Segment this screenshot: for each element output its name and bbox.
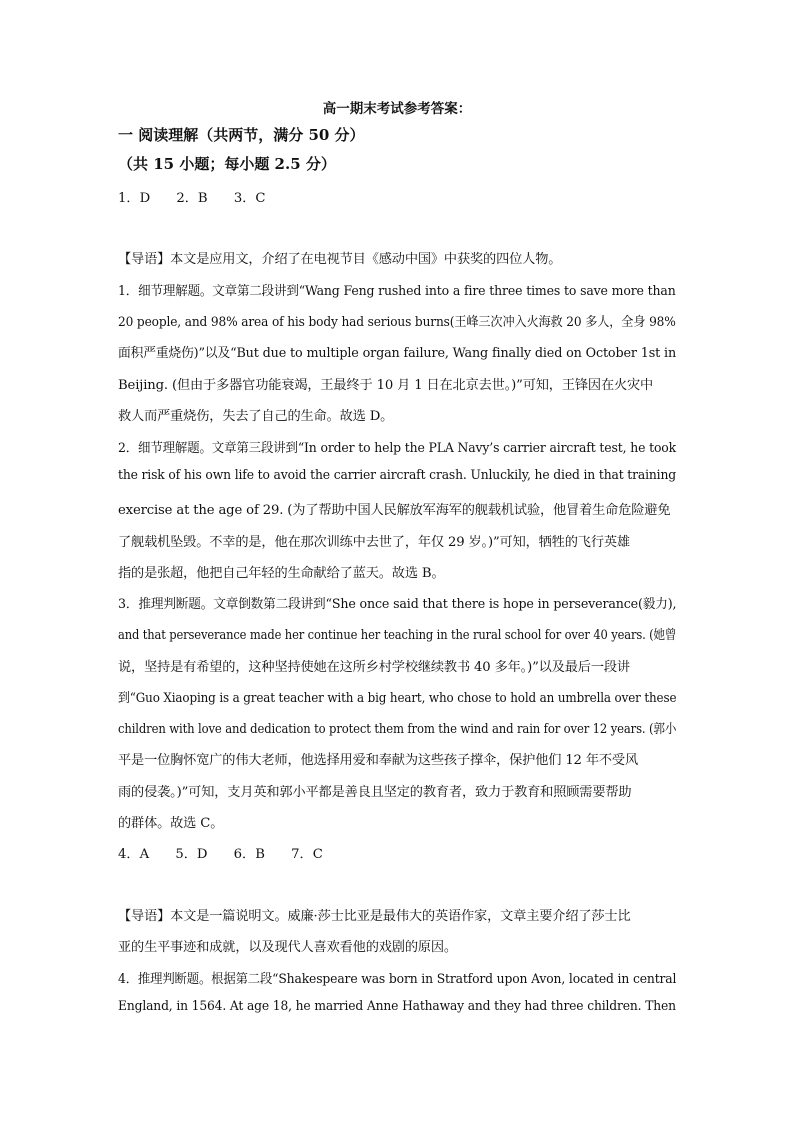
answer-row-2 [118,843,345,862]
passage1-line: 面积严重烧伤)”以及“But due to multiple organ failure, Wang finally died on October 1st in [118,346,677,361]
passage1-line: exercise at the age of 29. (为了帮助中国人民解放军海军的舰载机试验，他冒着生命危险避免 [118,503,671,518]
page-title: 高一期末考试参考答案： [322,101,472,117]
passage1-line: 雨的侵袭。)”可知，支月英和郭小平都是善良且坚定的教育者，致力于教育和照顾需要帮助 [118,785,632,800]
passage2-line: 亚的生平事迹和成就，以及现代人喜欢看他的戏剧的原因。 [118,940,457,955]
answer-7: 7．C [291,847,323,862]
passage1-line: 平是一位胸怀宽广的伟大老师，他选择用爱和奉献为这些孩子撑伞，保护他们 12 年不受风 [118,753,638,768]
passage1-line: 了舰载机坠毁。不幸的是，他在那次训练中去世了，年仅 29 岁。)”可知，牺牲的飞行英雄 [118,535,630,550]
answer-2: 2．B [176,191,208,206]
passage1-line: 20 people, and 98% area of his body had serious burns(王峰三次冲入火海救 20 多人，全身 98% [118,315,676,330]
section-subheading: （共 15 小题；每小题 2.5 分） [118,155,336,173]
section-heading: 一 阅读理解（共两节，满分 50 分） [118,126,365,144]
passage1-line: and that perseverance made her continue her teaching in the rural school for over 40 years. (她曾 [118,628,677,643]
passage1-line: children with love and dedication to protect them from the wind and rain for over 12 years. (郭小 [118,722,677,737]
passage1-line: 3．推理判断题。文章倒数第二段讲到“She once said that there is hope in perseverance(毅力), [118,597,677,612]
passage1-line: Beijing. (但由于多器官功能衰竭，王最终于 10 月 1 日在北京去世。)”可知，王锋因在火灾中 [118,378,654,393]
answer-4: 4．A [118,847,150,862]
answer-3: 3．C [233,191,266,206]
passage2-line: England, in 1564. At age 18, he married Anne Hathaway and they had three children. Then [118,999,676,1014]
passage1-line: 说，坚持是有希望的，这种坚持使她在这所乡村学校继续教书 40 多年。)”以及最后一段讲 [118,660,630,675]
passage1-line: the risk of his own life to avoid the carrier aircraft crash. Unluckily, he died in that training [118,468,677,483]
passage2-line: 【导语】本文是一篇说明文。威廉·莎士比亚是最伟大的英语作家，文章主要介绍了莎士比 [118,909,631,924]
passage1-line: 指的是张超，他把自己年轻的生命献给了蓝天。故选 B。 [118,566,445,581]
answer-5: 5．D [175,847,208,862]
passage1-line: 【导语】本文是应用文，介绍了在电视节目《感动中国》中获奖的四位人物。 [118,252,562,267]
passage1-line: 到“Guo Xiaoping is a great teacher with a big heart, who chose to hold an umbrella over these [118,691,677,706]
passage1-line: 1．细节理解题。文章第二段讲到“Wang Feng rushed into a fire three times to save more than [118,284,676,299]
passage1-line: 救人而严重烧伤，失去了自己的生命。故选 D。 [118,409,394,424]
answer-row-1 [118,187,288,206]
passage1-line: 的群体。故选 C。 [118,816,224,831]
passage2-line: 4．推理判断题。根据第二段“Shakespeare was born in Stratford upon Avon, located in central [118,972,677,987]
passage1-line: 2．细节理解题。文章第三段讲到“In order to help the PLA Navy’s carrier aircraft test, he took [118,441,677,456]
answer-1: 1．D [118,191,151,206]
answer-6: 6．B [233,847,265,862]
